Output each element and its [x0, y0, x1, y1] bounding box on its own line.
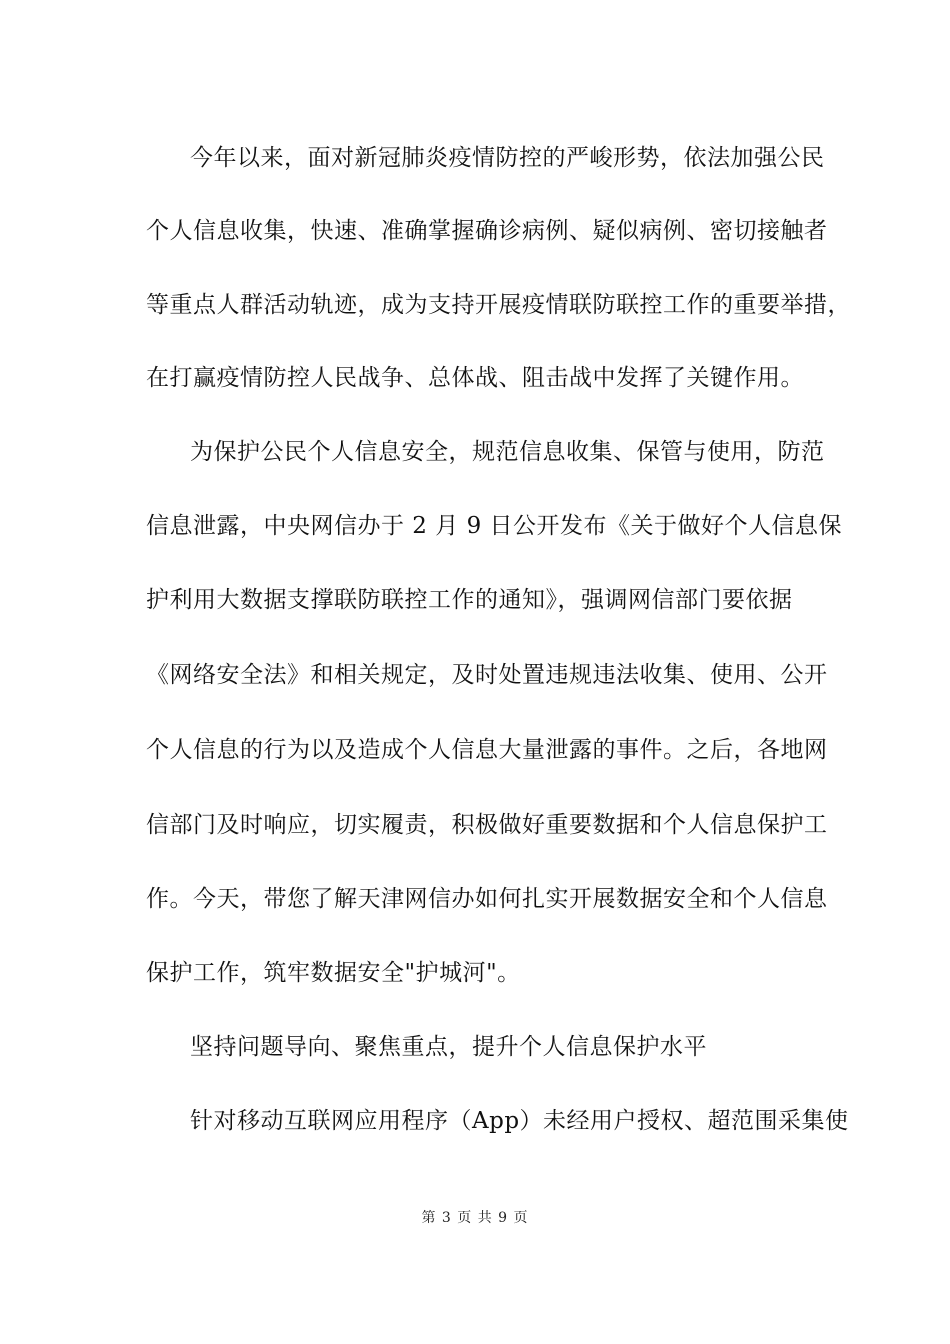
page-number-label: 第 3 页 共 9 页: [421, 1210, 529, 1226]
paragraph-3-line-1: 针对移动互联网应用程序（App）未经用户授权、超范围采集使: [190, 1108, 849, 1134]
paragraph-1-line-1: 今年以来，面对新冠肺炎疫情防控的严峻形势，依法加强公民: [190, 145, 825, 171]
paragraph-1-line-3: 等重点人群活动轨迹，成为支持开展疫情联防联控工作的重要举措，: [146, 292, 851, 318]
page-number-footer: [0, 1209, 950, 1227]
section-heading: 坚持问题导向、聚焦重点，提升个人信息保护水平: [190, 1034, 707, 1060]
paragraph-2-line-2: 信息泄露，中央网信办于 2 月 9 日公开发布《关于做好个人信息保: [146, 513, 843, 539]
paragraph-2-line-8: 保护工作，筑牢数据安全"护城河"。: [146, 960, 521, 986]
paragraph-2-line-1: 为保护公民个人信息安全，规范信息收集、保管与使用，防范: [190, 439, 825, 465]
paragraph-1-line-4: 在打赢疫情防控人民战争、总体战、阻击战中发挥了关键作用。: [146, 365, 804, 391]
paragraph-2-line-7: 作。今天，带您了解天津网信办如何扎实开展数据安全和个人信息: [146, 886, 828, 912]
paragraph-2-line-5: 个人信息的行为以及造成个人信息大量泄露的事件。之后，各地网: [146, 737, 828, 763]
paragraph-2-line-3: 护利用大数据支撑联防联控工作的通知》，强调网信部门要依据: [146, 587, 793, 613]
paragraph-1-line-2: 个人信息收集，快速、准确掌握确诊病例、疑似病例、密切接触者: [146, 218, 828, 244]
paragraph-2-line-6: 信部门及时响应，切实履责，积极做好重要数据和个人信息保护工: [146, 812, 828, 838]
paragraph-2-line-4: 《网络安全法》和相关规定，及时处置违规违法收集、使用、公开: [146, 662, 828, 688]
